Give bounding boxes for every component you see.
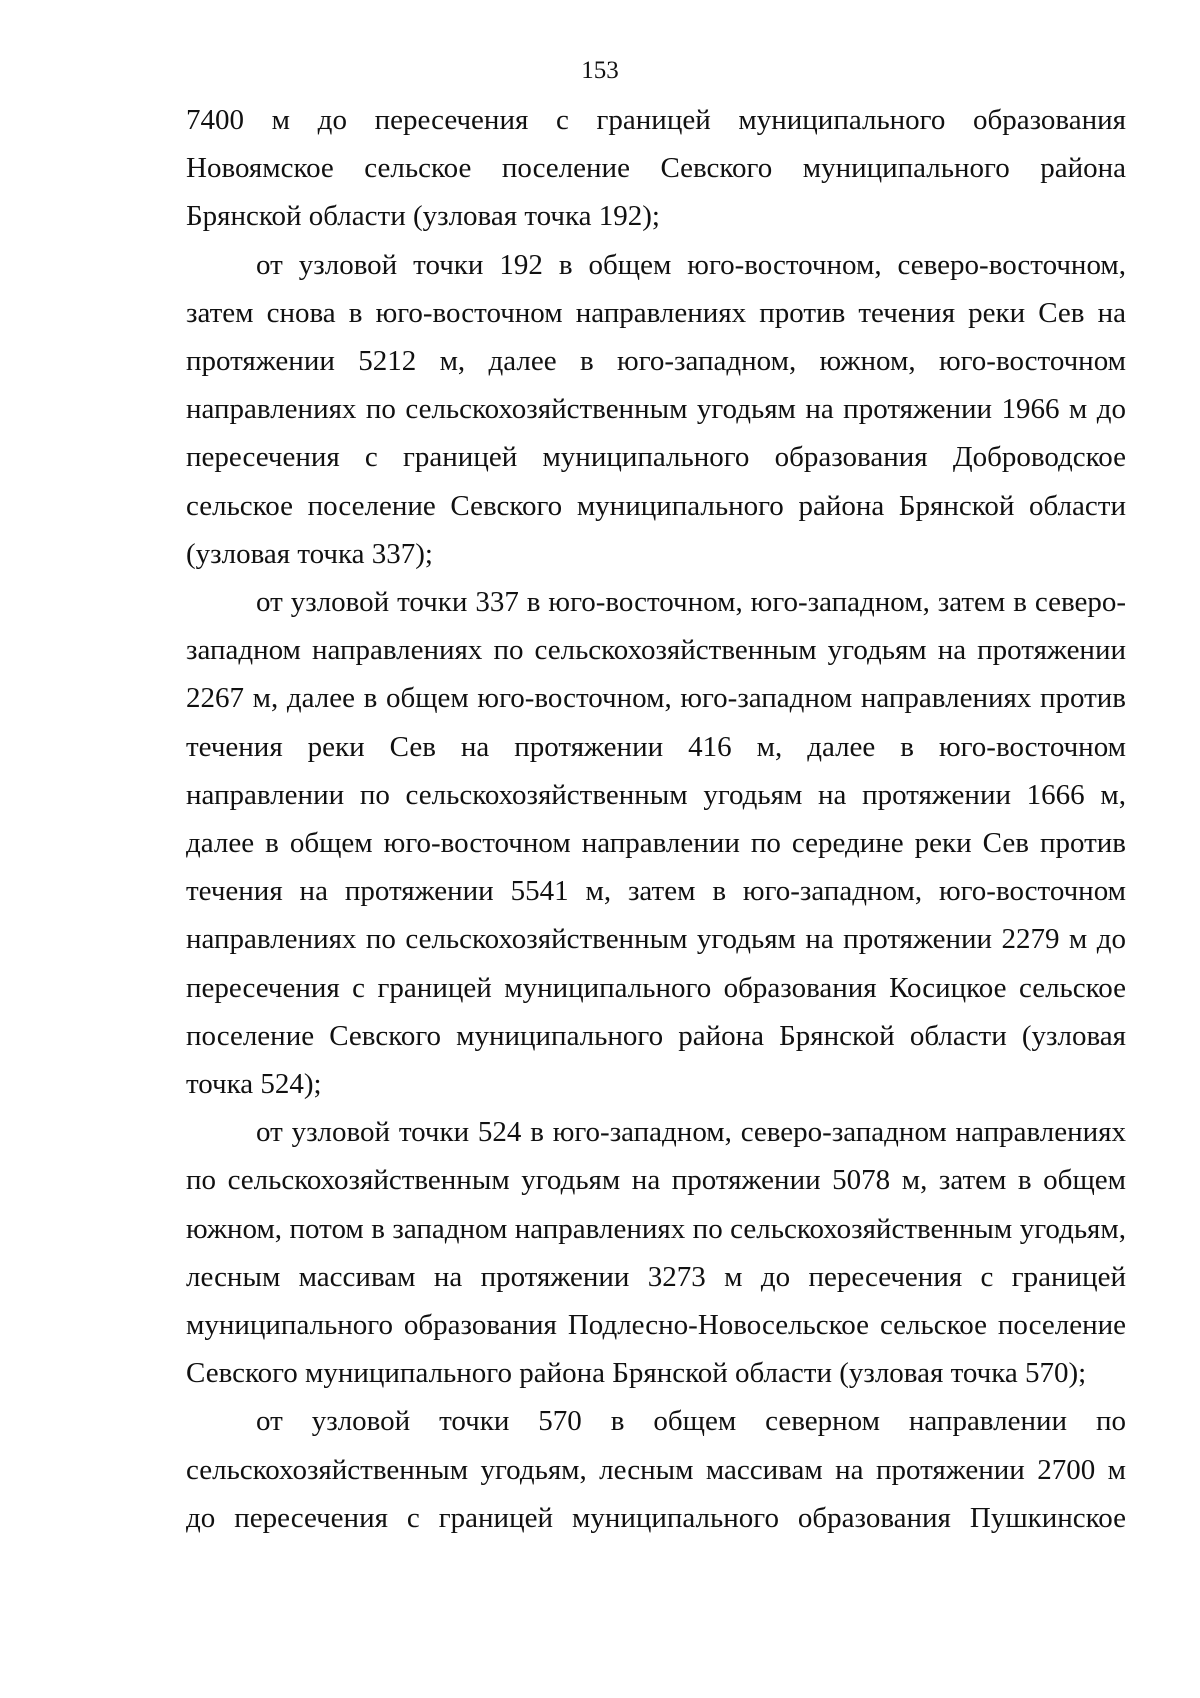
document-body	[186, 96, 1126, 1542]
paragraph-node-192: от узловой точки 192 в общем юго-восточном, северо-восточном, затем снова в юго-восточном направлениях против течения реки Сев на протяжении 5212 м, далее в юго-западном, южном, юго-восточном направлениях по сельскохозяйственным угодьям на протяжении 1966 м до пересечения с границей муниципального образования Доброводское сельское поселение Севского муниципального района Брянской области (узловая точка 337);	[186, 248, 1126, 570]
page-number: 153	[581, 57, 619, 84]
paragraph-node-337: от узловой точки 337 в юго-восточном, юго-западном, затем в северо-западном направлениях по сельскохозяйственным угодьям на протяжении 2267 м, далее в общем юго-восточном, юго-западном направлениях против течения реки Сев на протяжении 416 м, далее в юго-восточном направлении по сельскохозяйственным угодьям на протяжении 1666 м, далее в общем юго-восточном направлении по середине реки Сев против течения на протяжении 5541 м, затем в юго-западном, юго-восточном направлениях по сельскохозяйственным угодьям на протяжении 2279 м до пересечения с границей муниципального образования Косицкое сельское поселение Севского муниципального района Брянской области (узловая точка 524);	[186, 586, 1126, 1101]
paragraph-node-524: от узловой точки 524 в юго-западном, северо-западном направлениях по сельскохозяйственным угодьям на протяжении 5078 м, затем в общем южном, потом в западном направлениях по сельскохозяйственным угодьям, лесным массивам на протяжении 3273 м до пересечения с границей муниципального образования Подлесно-Новосельское сельское поселение Севского муниципального района Брянской области (узловая точка 570);	[186, 1116, 1126, 1390]
paragraph-node-570: от узловой точки 570 в общем северном направлении по сельскохозяйственным угодьям, лесным массивам на протяжении 2700 м до пересечения с границей муниципального образования Пушкинское	[186, 1405, 1126, 1534]
paragraph-continuation: 7400 м до пересечения с границей муниципального образования Новоямское сельское поселение Севского муниципального района Брянской области (узловая точка 192);	[186, 104, 1126, 233]
